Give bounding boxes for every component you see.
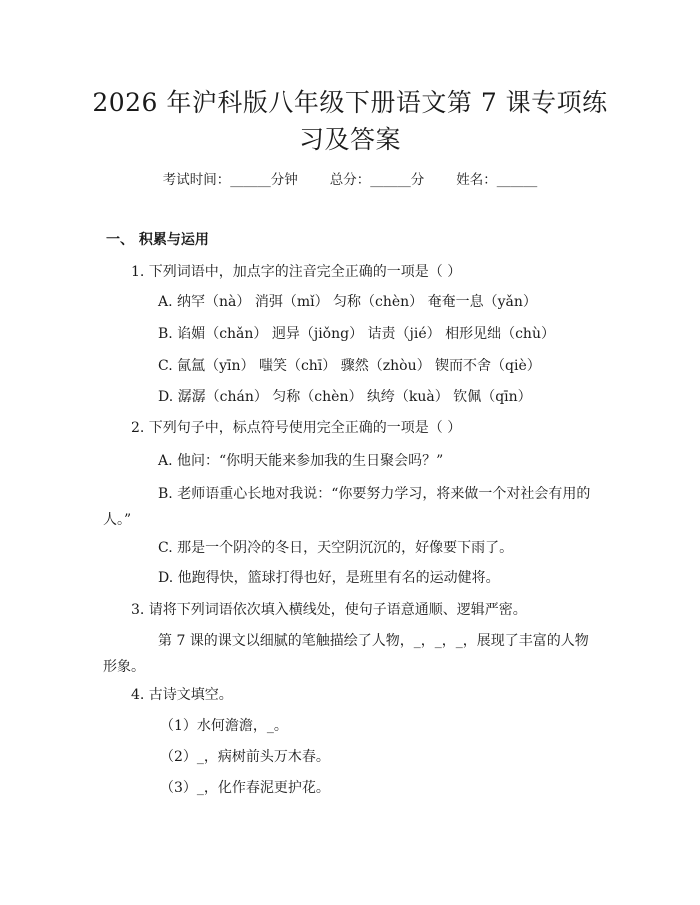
question-2-stem: 2. 下列句子中，标点符号使用完全正确的一项是（ ） (131, 420, 462, 436)
question-1-option-c: C. 氤氲（yīn） 嗤笑（chī） 骤然（zhòu） 锲而不舍（qiè） (158, 358, 541, 374)
question-1-stem: 1. 下列词语中，加点字的注音完全正确的一项是（ ） (131, 264, 462, 280)
question-2-option-b: B. 老师语重心长地对我说：“你要努力学习，将来做一个对社会有用的人。” (103, 486, 591, 528)
exam-meta (0, 168, 700, 188)
document-title (80, 84, 620, 158)
title-line-1: 2026 年沪科版八年级下册语文第 7 课专项练 (92, 88, 608, 117)
question-2-option-a: A. 他问：“你明天能来参加我的生日聚会吗？” (158, 453, 444, 469)
question-4-item-3: （3）_，化作春泥更护花。 (160, 780, 330, 796)
question-4-stem: 4. 古诗文填空。 (131, 687, 233, 703)
title-line-2: 习及答案 (298, 125, 401, 154)
question-1-option-b: B. 谄媚（chǎn） 迥异（jiǒng） 诘责（jié） 相形见绌（chù） (158, 326, 555, 342)
question-2-option-d: D. 他跑得快，篮球打得也好，是班里有名的运动健将。 (158, 570, 500, 586)
question-1-option-a: A. 纳罕（nà） 消弭（mǐ） 匀称（chèn） 奄奄一息（yǎn） (158, 294, 537, 310)
question-4-item-1: （1）水何澹澹，_。 (160, 718, 288, 734)
question-3-body: 第 7 课的课文以细腻的笔触描绘了人物，_，_，_，展现了丰富的人物形象。 (103, 633, 589, 675)
question-3-stem: 3. 请将下列词语依次填入横线处，使句子语意通顺、逻辑严密。 (131, 602, 527, 618)
question-1-option-d: D. 潺潺（chán） 匀称（chèn） 纨绔（kuà） 钦佩（qīn） (158, 389, 532, 405)
exam-time-field: 考试时间：______分钟 (162, 172, 298, 188)
question-4-item-2: （2）_，病树前头万木春。 (160, 749, 330, 765)
question-2-option-c: C. 那是一个阴冷的冬日，天空阴沉沉的，好像要下雨了。 (158, 540, 514, 556)
section-heading: 一、 积累与运用 (106, 232, 209, 248)
exam-score-field: 总分：______分 (329, 172, 425, 188)
exam-name-field: 姓名：______ (456, 172, 538, 188)
